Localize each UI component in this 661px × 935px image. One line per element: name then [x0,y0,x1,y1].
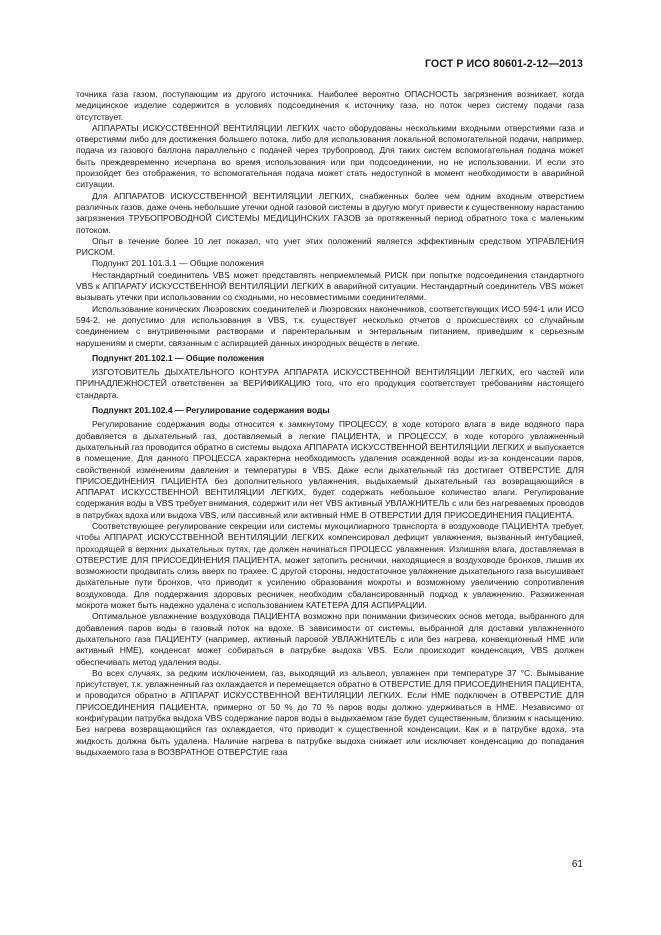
paragraph: Опыт в течение более 10 лет показал, что учет этих положений является эффективным средством УПРАВЛЕНИЯ РИСКОМ. [76,235,584,258]
section-heading: Подпункт 201.102.1 — Общие положения [92,352,265,363]
paragraph: Соответствующее регулирование секреции или системы мукоцилиарного транспорта в воздуховоде ПАЦИЕНТА требует, чтобы АППАРАТ ИСКУССТВЕННОЙ ВЕНТИЛЯЦИИ ЛЕГКИХ компенсировал дефицит увлажнения, вызванный интубацией, проходящей в верхних дыхательных путях, где должен начинаться ПРОЦЕСС увлажнения. Излишняя влага, доставляемая в ОТВЕРСТИЕ ДЛЯ ПРИСОЕДИНЕНИЯ ПАЦИЕНТА, может затопить реснички, находящиеся в воздуховоде бронхов, лишив их возможности продвигать слизь вверх по трахее. С другой стороны, недостаточное увлажнение дыхательного газа высушивает дыхательные пути бронхов, что приводит к усилению образования мокроты и возможному увеличению сопротивления воздуховода. Для поддержания здоровых ресничек необходим сбалансированный подход к увлажнению. Разжиженная мокрота может быть надежно удалена с использованием КАТЕТЕРА ДЛЯ АСПИРАЦИИ. [76,520,584,611]
page-number: 61 [571,859,583,870]
paragraph: Во всех случаях, за редким исключением, газ, выходящий из альвеол, увлажнен при температуре 37 °С. Вымывание присутствует, т.к. увлажненный газ охлаждается и перемещается обратно в ОТВЕРСТИЕ ДЛЯ ПРИСОЕДИНЕНИЯ ПАЦИЕНТА, и проводится обратно в АППАРАТ ИСКУССТВЕННОЙ ВЕНТИЛЯЦИИ ЛЕГКИХ. Если НМЕ подключен в ОТВЕРСТИЕ ДЛЯ ПРИСОЕДИНЕНИЯ ПАЦИЕНТА, примерно от 50 % до 70 % паров воды должно удерживаться в НМЕ. Независимо от конфигурации патрубка выдоха VBS содержание паров воды в выдыхаемом газе будет существенным, близким к насыщению. Без нагрева возвращающийся газ охлаждается, что приводит к существенной конденсации. Как и в патрубке вдоха, эта жидкость должна быть удалена. Наличие нагрева в патрубке выдоха снижает или исключает конденсацию до попадания выдыхаемого газа в ВОЗВРАТНОЕ ОТВЕРСТИЕ газа [76,667,584,757]
paragraph: Регулирование содержания воды относится к замкнутому ПРОЦЕССУ, в ходе которого влага в виде водяного пара добавляется в дыхательный газ, доставляемый в легкие ПАЦИЕНТА, и ПРОЦЕССУ, в ходе которого увлажненный дыхательный газ проводится обратно в системы выдоха АППАРАТА ИСКУССТВЕННОЙ ВЕНТИЛЯЦИИ ЛЕГКИХ и выпускается в помещение. Для данного ПРОЦЕССА характерна необходимость удаления осажденной воды из-за конденсации паров, свойственной изменениям давления и температуры в VBS. Даже если дыхательный газ достигает ОТВЕРСТИЕ ДЛЯ ПРИСОЕДИНЕНИЯ ПАЦИЕНТА без дополнительного увлажнения, выдыхаемый дыхательный газ возвращающийся в АППАРАТ ИСКУССТВЕННОЙ ВЕНТИЛЯЦИИ ЛЕГКИХ, будет содержать небольшое количество влаги. Регулирование содержания воды в VBS требует внимания, содержит или нет VBS активный УВЛАЖНИТЕЛЬ с или без нагреваемых проводов в патрубках вдоха или выдоха VBS, или пассивный или активный НМЕ В ОТВЕРСТИИ ДЛЯ ПРИСОЕДИНЕНИЯ ПАЦИЕНТА. [76,419,584,520]
paragraph: Оптимальное увлажнение воздуховода ПАЦИЕНТА возможно при понимании физических основ метода, выбранного для добавления паров воды в газовый поток на вдохе. В зависимости от системы, выбранной для доставки увлажненного дыхательного газа ПАЦИЕНТУ (например, активный паровой УВЛАЖНИТЕЛЬ с или без нагрева, конвекционный НМЕ или активный НМЕ), конденсат может собираться в патрубке выдоха VBS. Если происходит конденсация, VBS должен обеспечивать метод удаления воды. [76,611,584,667]
paragraph: Для АППАРАТОВ ИСКУССТВЕННОЙ ВЕНТИЛЯЦИИ ЛЕГКИХ, снабженных более чем одним входным отверстием различных газов, даже очень небольшие утечки одной газовой системы в другую могут привести к существенному нарастанию загрязнения ТРУБОПРОВОДНОЙ СИСТЕМЫ МЕДИЦИНСКИХ ГАЗОВ за протяженный период обратного тока с маленьким потоком. [76,190,584,235]
paragraph: Нестандартный соединитель VBS может представлять неприемлемый РИСК при попытке подсоединения стандартного VBS к АППАРАТУ ИСКУССТВЕННОЙ ВЕНТИЛЯЦИИ ЛЕГКИХ в аварийной ситуации. Нестандартный соединитель VBS может вызывать утечки при использовании со сходными, но несовместимыми соединителями. [76,269,584,303]
document-body [76,89,584,758]
subclause-title: Подпункт 201.101.3.1 — Общие положения [92,258,264,269]
paragraph: АППАРАТЫ ИСКУССТВЕННОЙ ВЕНТИЛЯЦИИ ЛЕГКИХ часто оборудованы несколькими входными отверстиями газа и отверстиями либо для достижения большего потока, либо для использования локальной вспомогательной подачи, например, подача из газового баллона параллельно с подачей через трубопровод. Для таких систем вспомогательная подача может быть преждевременно исчерпана во время использования или при подсоединении, но не использовании. И если это произойдет без отображения, то вспомогательная подача может стать недоступной в момент необходимости в аварийной ситуации. [76,122,584,190]
paragraph: Использование конических Люэровских соединителей и Люэровских наконечников, соответствующих ИСО 594-1 или ИСО 594-2, не допустимо для использования в VBS, т.к. существует несколько отчетов о происшествиях со случайным соединением с внутривенными растворами и парентеральным и энтеральным питанием, приведшим к серьезным нарушениям и смерти, связанным с аспирацией данных инородных веществ в легкие. [76,303,584,348]
document-header: ГОСТ Р ИСО 80601-2-12—2013 [424,58,583,70]
section-heading: Подпункт 201.102.4 — Регулирование содержания воды [92,405,330,416]
paragraph: ИЗГОТОВИТЕЛЬ ДЫХАТЕЛЬНОГО КОНТУРА АППАРАТА ИСКУССТВЕННОЙ ВЕНТИЛЯЦИИ ЛЕГКИХ, его частей или ПРИНАДЛЕЖНОСТЕЙ ответственен за ВЕРИФИКАЦИЮ того, что его продукция соответствует требованиям настоящего стандарта. [76,367,584,400]
paragraph: точника газа газом, поступающим из другого источника. Наиболее вероятно ОПАСНОСТЬ загрязнения возникает, когда медицинское изделие содержится в условиях подсоединения к источнику газа, но поток через систему подачи газа отсутствует. [76,89,584,122]
